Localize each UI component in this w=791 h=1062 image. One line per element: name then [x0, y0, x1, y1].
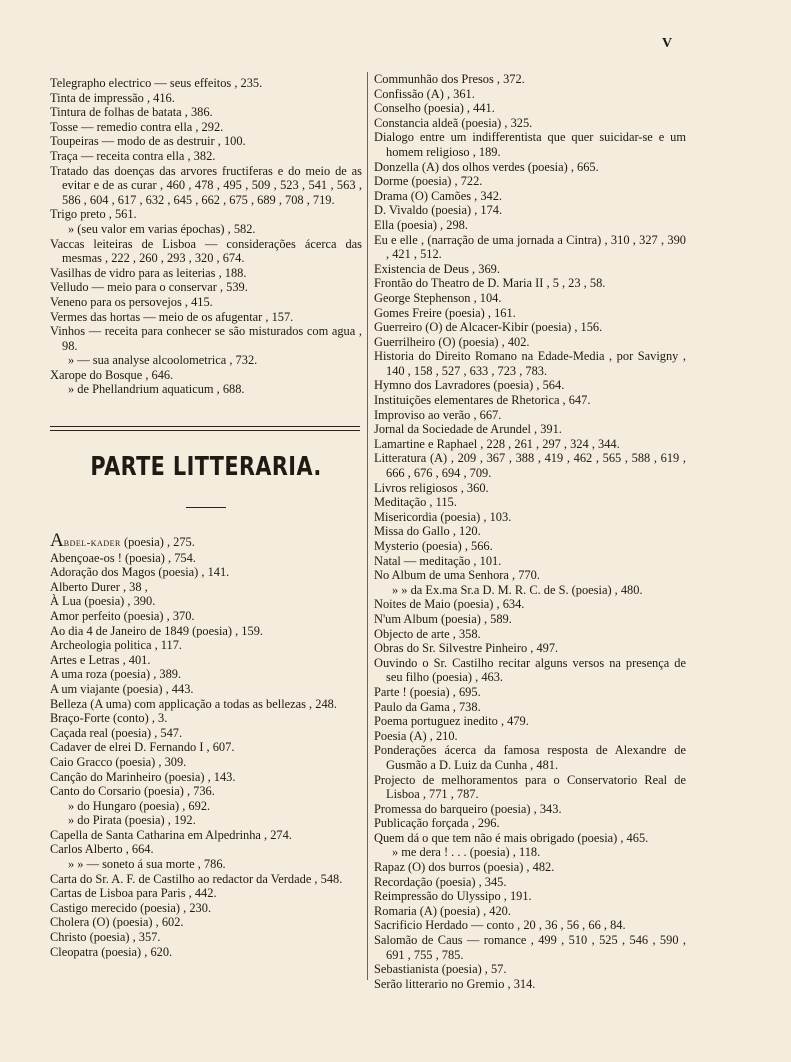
- index-entry: Obras do Sr. Silvestre Pinheiro , 497.: [374, 641, 559, 656]
- left-column-top: [50, 76, 362, 397]
- index-entry: À Lua (poesia) , 390.: [50, 594, 156, 609]
- left-column-bottom: [50, 530, 362, 959]
- index-entry: Historia do Direito Romano na Edade-Media , por Savigny , 140 , 158 , 527 , 633 , 723 , 783.: [374, 349, 686, 378]
- index-entry: Adoração dos Magos (poesia) , 141.: [50, 565, 230, 580]
- index-entry: Parte ! (poesia) , 695.: [374, 684, 481, 699]
- section-ornament: [186, 507, 226, 508]
- index-entry: Tintura de folhas de batata , 386.: [50, 105, 213, 120]
- index-entry: Litteratura (A) , 209 , 367 , 388 , 419 , 462 , 565 , 588 , 619 , 666 , 676 , 694 , 709.: [374, 451, 686, 481]
- index-entry: » do Pirata (poesia) , 192.: [68, 813, 196, 828]
- index-entry: Jornal da Sociedade de Arundel , 391.: [374, 422, 562, 437]
- index-entry: Cartas de Lisboa para Paris , 442.: [50, 886, 217, 901]
- index-entry: Guerreiro (O) de Alcacer-Kibir (poesia) , 156.: [374, 320, 603, 335]
- index-entry: » me dera ! . . . (poesia) , 118.: [392, 845, 541, 860]
- index-entry: Canção do Marinheiro (poesia) , 143.: [50, 769, 236, 784]
- index-entry: Tinta de impressão , 416.: [50, 90, 175, 105]
- index-entry: Amor perfeito (poesia) , 370.: [50, 608, 195, 623]
- index-entry: Abençoae-os ! (poesia) , 754.: [50, 550, 196, 565]
- index-entry: Vasilhas de vidro para as leiterias , 188.: [50, 265, 247, 280]
- index-entry: Paulo da Gama , 738.: [374, 699, 481, 714]
- index-entry: Rapaz (O) dos burros (poesia) , 482.: [374, 860, 555, 875]
- index-entry: Cholera (O) (poesia) , 602.: [50, 915, 184, 930]
- index-entry: Trigo preto , 561.: [50, 207, 137, 222]
- index-entry: Donzella (A) dos olhos verdes (poesia) , 665.: [374, 159, 599, 174]
- index-entry: Missa do Gallo , 120.: [374, 524, 481, 539]
- index-entry: Ao dia 4 de Janeiro de 1849 (poesia) , 159.: [50, 623, 263, 638]
- index-entry: Carta do Sr. A. F. de Castilho ao redactor da Verdade , 548.: [50, 871, 343, 886]
- index-entry: Serão litterario no Gremio , 314.: [374, 976, 536, 991]
- index-entry: » do Hungaro (poesia) , 692.: [68, 798, 211, 813]
- index-entry: No Album de uma Senhora , 770.: [374, 568, 540, 583]
- index-entry: Frontão do Theatro de D. Maria II , 5 , 23 , 58.: [374, 276, 606, 291]
- dropcap-letter: A: [50, 530, 64, 551]
- index-entry: Poema portuguez inedito , 479.: [374, 714, 529, 729]
- index-entry: Caçada real (poesia) , 547.: [50, 725, 183, 740]
- index-entry: Conselho (poesia) , 441.: [374, 101, 495, 116]
- index-entry: Cadaver de elrei D. Fernando I , 607.: [50, 740, 235, 755]
- index-entry: Noites de Maio (poesia) , 634.: [374, 597, 525, 612]
- index-entry: Projecto de melhoramentos para o Conservatorio Real de Lisboa , 771 , 787.: [374, 772, 686, 802]
- index-entry: Belleza (A uma) com applicação a todas as bellezas , 248.: [50, 696, 337, 711]
- index-entry: Velludo — meio para o conservar , 539.: [50, 280, 248, 295]
- index-entry: Poesia (A) , 210.: [374, 728, 458, 743]
- index-entry: Sebastianista (poesia) , 57.: [374, 962, 507, 977]
- index-entry: Capella de Santa Catharina em Alpedrinha , 274.: [50, 827, 292, 842]
- column-divider: [367, 72, 368, 980]
- index-entry: Promessa do barqueiro (poesia) , 343.: [374, 801, 562, 816]
- page-number: V: [662, 36, 673, 51]
- section-title: PARTE LITTERARIA.: [90, 452, 322, 482]
- index-entry: George Stephenson , 104.: [374, 290, 502, 305]
- index-entry: » » — soneto á sua morte , 786.: [68, 857, 226, 872]
- first-entry-rest: (poesia) , 275.: [120, 535, 195, 549]
- index-entry: Vaccas leiteiras de Lisboa — considerações ácerca das mesmas , 222 , 260 , 293 , 320 , 674.: [50, 236, 362, 266]
- index-entry: Carlos Alberto , 664.: [50, 842, 154, 857]
- index-entry: Christo (poesia) , 357.: [50, 930, 161, 945]
- index-entry: Gomes Freire (poesia) , 161.: [374, 305, 516, 320]
- index-entry: Guerrilheiro (O) (poesia) , 402.: [374, 334, 530, 349]
- index-entry: Ouvindo o Sr. Castilho recitar alguns versos na presença de seu filho (poesia) , 463.: [374, 655, 686, 685]
- index-entry: D. Vivaldo (poesia) , 174.: [374, 203, 503, 218]
- section-rule-bottom: [50, 430, 360, 431]
- index-entry: » » da Ex.ma Sr.a D. M. R. C. de S. (poesia) , 480.: [392, 582, 643, 597]
- index-entry: Dorme (poesia) , 722.: [374, 174, 483, 189]
- dropcap-smallcaps: bdel-kader: [63, 537, 121, 549]
- index-entry: Confissão (A) , 361.: [374, 86, 475, 101]
- index-entry: Xarope do Bosque , 646.: [50, 367, 174, 382]
- index-entry: Braço-Forte (conto) , 3.: [50, 711, 168, 726]
- index-entry: Veneno para os persovejos , 415.: [50, 294, 213, 309]
- index-entry: » — sua analyse alcoolometrica , 732.: [68, 353, 258, 368]
- index-entry: Ella (poesia) , 298.: [374, 217, 468, 232]
- index-entry: Quem dá o que tem não é mais obrigado (poesia) , 465.: [374, 830, 649, 845]
- index-entry-first: [50, 530, 362, 551]
- index-entry: Constancia aldeã (poesia) , 325.: [374, 115, 533, 130]
- index-entry: A um viajante (poesia) , 443.: [50, 681, 194, 696]
- index-entry: Romaria (A) (poesia) , 420.: [374, 903, 511, 918]
- index-entry: Eu e elle , (narração de uma jornada a Cintra) , 310 , 327 , 390 , 421 , 512.: [374, 232, 686, 262]
- index-entry: Artes e Letras , 401.: [50, 652, 151, 667]
- index-entry: Objecto de arte , 358.: [374, 626, 481, 641]
- index-entry: Salomão de Caus — romance , 499 , 510 , 525 , 546 , 590 , 691 , 755 , 785.: [374, 933, 686, 962]
- index-entry: Meditação , 115.: [374, 495, 457, 510]
- index-entry: Canto do Corsario (poesia) , 736.: [50, 784, 215, 799]
- index-entry: Alberto Durer , 38 ,: [50, 579, 148, 594]
- index-entry: Instituições elementares de Rhetorica , 647.: [374, 393, 591, 408]
- index-entry: Vinhos — receita para conhecer se são misturados com agua , 98.: [50, 324, 362, 353]
- index-entry: Traça — receita contra ella , 382.: [50, 148, 216, 163]
- index-entry: Mysterio (poesia) , 566.: [374, 539, 493, 553]
- index-entry: Drama (O) Camões , 342.: [374, 188, 503, 203]
- index-entry: Livros religiosos , 360.: [374, 480, 489, 495]
- index-entry: Vermes das hortas — meio de os afugentar , 157.: [50, 309, 294, 324]
- index-entry: Cleopatra (poesia) , 620.: [50, 944, 173, 959]
- index-entry: Recordação (poesia) , 345.: [374, 874, 507, 889]
- index-entry: » (seu valor em varias épochas) , 582.: [68, 221, 256, 236]
- index-entry: A uma roza (poesia) , 389.: [50, 667, 182, 682]
- section-rule-top: [50, 426, 360, 427]
- index-entry: Natal — meditação , 101.: [374, 553, 502, 568]
- index-entry: Lamartine e Raphael , 228 , 261 , 297 , 324 , 344.: [374, 436, 620, 451]
- index-entry: Caio Gracco (poesia) , 309.: [50, 754, 187, 769]
- index-entry: Existencia de Deus , 369.: [374, 261, 500, 276]
- index-entry: Archeologia politica , 117.: [50, 638, 183, 653]
- index-entry: Tratado das doenças das arvores fructiferas e do meio de as evitar e de as curar , 460 , 478 , 495 , 509 , 523 , 541 , 563 , 586 , 604 , 617 , 632 , 645 , 662 , 675 , 689 , 708 , 719.: [50, 163, 362, 207]
- index-entry: Misericordia (poesia) , 103.: [374, 509, 512, 524]
- index-entry: Hymno dos Lavradores (poesia) , 564.: [374, 378, 565, 393]
- index-entry: Toupeiras — modo de as destruir , 100.: [50, 134, 246, 149]
- index-entry: Communhão dos Presos , 372.: [374, 72, 525, 86]
- index-entry: Dialogo entre um indifferentista que quer suicidar-se e um homem religioso , 189.: [374, 130, 686, 159]
- index-entry: Telegrapho electrico — seus effeitos , 235.: [50, 76, 263, 90]
- index-entry: Publicação forçada , 296.: [374, 816, 500, 831]
- index-entry: Castigo merecido (poesia) , 230.: [50, 900, 212, 915]
- index-entry: Tosse — remedio contra ella , 292.: [50, 119, 224, 134]
- index-entry: Improviso ao verão , 667.: [374, 407, 502, 422]
- index-entry: Ponderações ácerca da famosa resposta de Alexandre de Gusmão a D. Luiz da Cunha , 481.: [374, 743, 686, 772]
- right-column: [374, 72, 686, 991]
- index-entry: Sacrificio Herdado — conto , 20 , 36 , 56 , 66 , 84.: [374, 918, 626, 933]
- index-entry: N'um Album (poesia) , 589.: [374, 611, 512, 626]
- index-entry: » de Phellandrium aquaticum , 688.: [68, 382, 245, 397]
- index-entry: Reimpressão do Ulyssipo , 191.: [374, 889, 532, 904]
